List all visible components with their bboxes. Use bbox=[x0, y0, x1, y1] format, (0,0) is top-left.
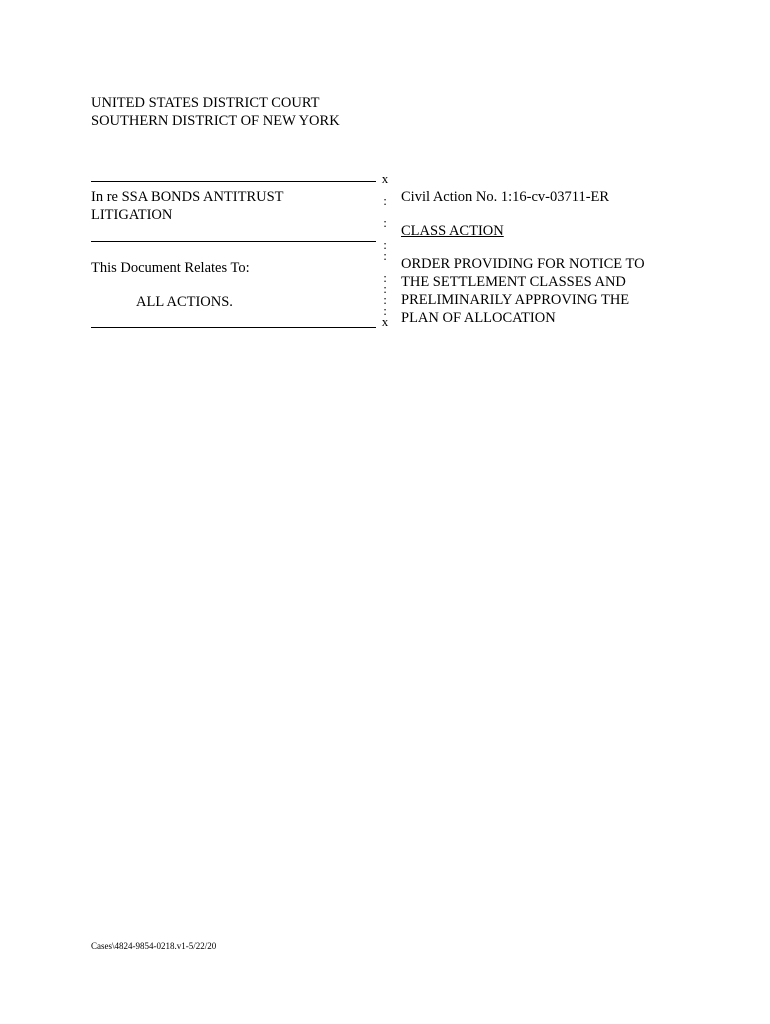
footer-doc-id: Cases\4824-9854-0218.v1-5/22/20 bbox=[91, 941, 217, 951]
order-title-line4: PLAN OF ALLOCATION bbox=[401, 310, 556, 326]
civil-action-number: Civil Action No. 1:16-cv-03711-ER bbox=[401, 189, 610, 205]
order-title-line3: PRELIMINARILY APPROVING THE bbox=[401, 292, 630, 308]
separator-colon: : bbox=[383, 193, 387, 208]
relates-to-label: This Document Relates To: bbox=[91, 260, 250, 276]
separator-colon: : bbox=[383, 215, 387, 230]
order-title-line2: THE SETTLEMENT CLASSES AND bbox=[401, 274, 626, 290]
caption-rule-bottom bbox=[91, 327, 376, 328]
separator-colon: : bbox=[383, 281, 387, 296]
court-heading bbox=[91, 94, 340, 130]
separator-x-top: x bbox=[381, 171, 389, 186]
separator-colon: : bbox=[383, 303, 387, 318]
separator-x-bottom: x bbox=[381, 314, 389, 329]
all-actions-label: ALL ACTIONS. bbox=[136, 294, 233, 310]
class-action-label: CLASS ACTION bbox=[401, 223, 504, 239]
separator-colon: : bbox=[383, 248, 387, 263]
case-title-line2: LITIGATION bbox=[91, 207, 173, 223]
caption-rule-top bbox=[91, 181, 376, 182]
order-title bbox=[401, 255, 645, 327]
caption-rule-middle bbox=[91, 241, 376, 242]
court-name: UNITED STATES DISTRICT COURT bbox=[91, 95, 320, 111]
caption-separator bbox=[379, 173, 391, 327]
separator-colon: : bbox=[383, 237, 387, 252]
separator-colon: : bbox=[383, 292, 387, 307]
separator-colon: : bbox=[383, 270, 387, 285]
court-district: SOUTHERN DISTRICT OF NEW YORK bbox=[91, 113, 340, 129]
case-title-line1: In re SSA BONDS ANTITRUST bbox=[91, 189, 284, 205]
case-title bbox=[91, 188, 284, 224]
order-title-line1: ORDER PROVIDING FOR NOTICE TO bbox=[401, 256, 645, 272]
